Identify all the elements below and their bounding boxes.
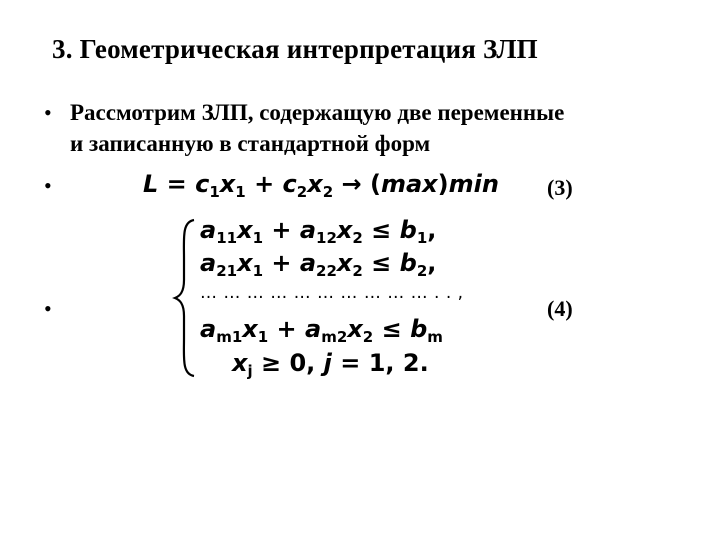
slide-title: 3. Геометрическая интерпретация ЗЛП xyxy=(52,34,538,64)
equation-number-4: (4) xyxy=(547,296,573,321)
bullet-marker: • xyxy=(44,100,52,125)
left-brace-icon xyxy=(172,218,198,378)
equation-number-3: (3) xyxy=(547,175,573,200)
bullet-text-line1: Рассмотрим ЗЛП, содержащую две переменные xyxy=(70,100,565,125)
bullet-marker: • xyxy=(44,173,52,198)
nonnegativity-constraint: $x_j \ge 0$, j = 1, 2. xyxy=(232,349,429,380)
bullet-text-line2: и записанную в стандартной форм xyxy=(70,131,431,156)
constraint-row-1: $a_{11}x_1 + a_{12}x_2 \le b_1$, xyxy=(200,216,437,247)
bullet-marker: • xyxy=(44,296,52,321)
constraint-dots: … … … … … … … … … … . . , xyxy=(200,283,464,303)
constraint-row-m: $a_{m1}x_1 + a_{m2}x_2 \le b_m$ xyxy=(200,315,443,346)
constraint-row-2: $a_{21}x_1 + a_{22}x_2 \le b_2$, xyxy=(200,249,437,280)
objective-function: $L = c_1x_1 + c_2x_2 \to (\max)\min$ xyxy=(143,170,499,201)
